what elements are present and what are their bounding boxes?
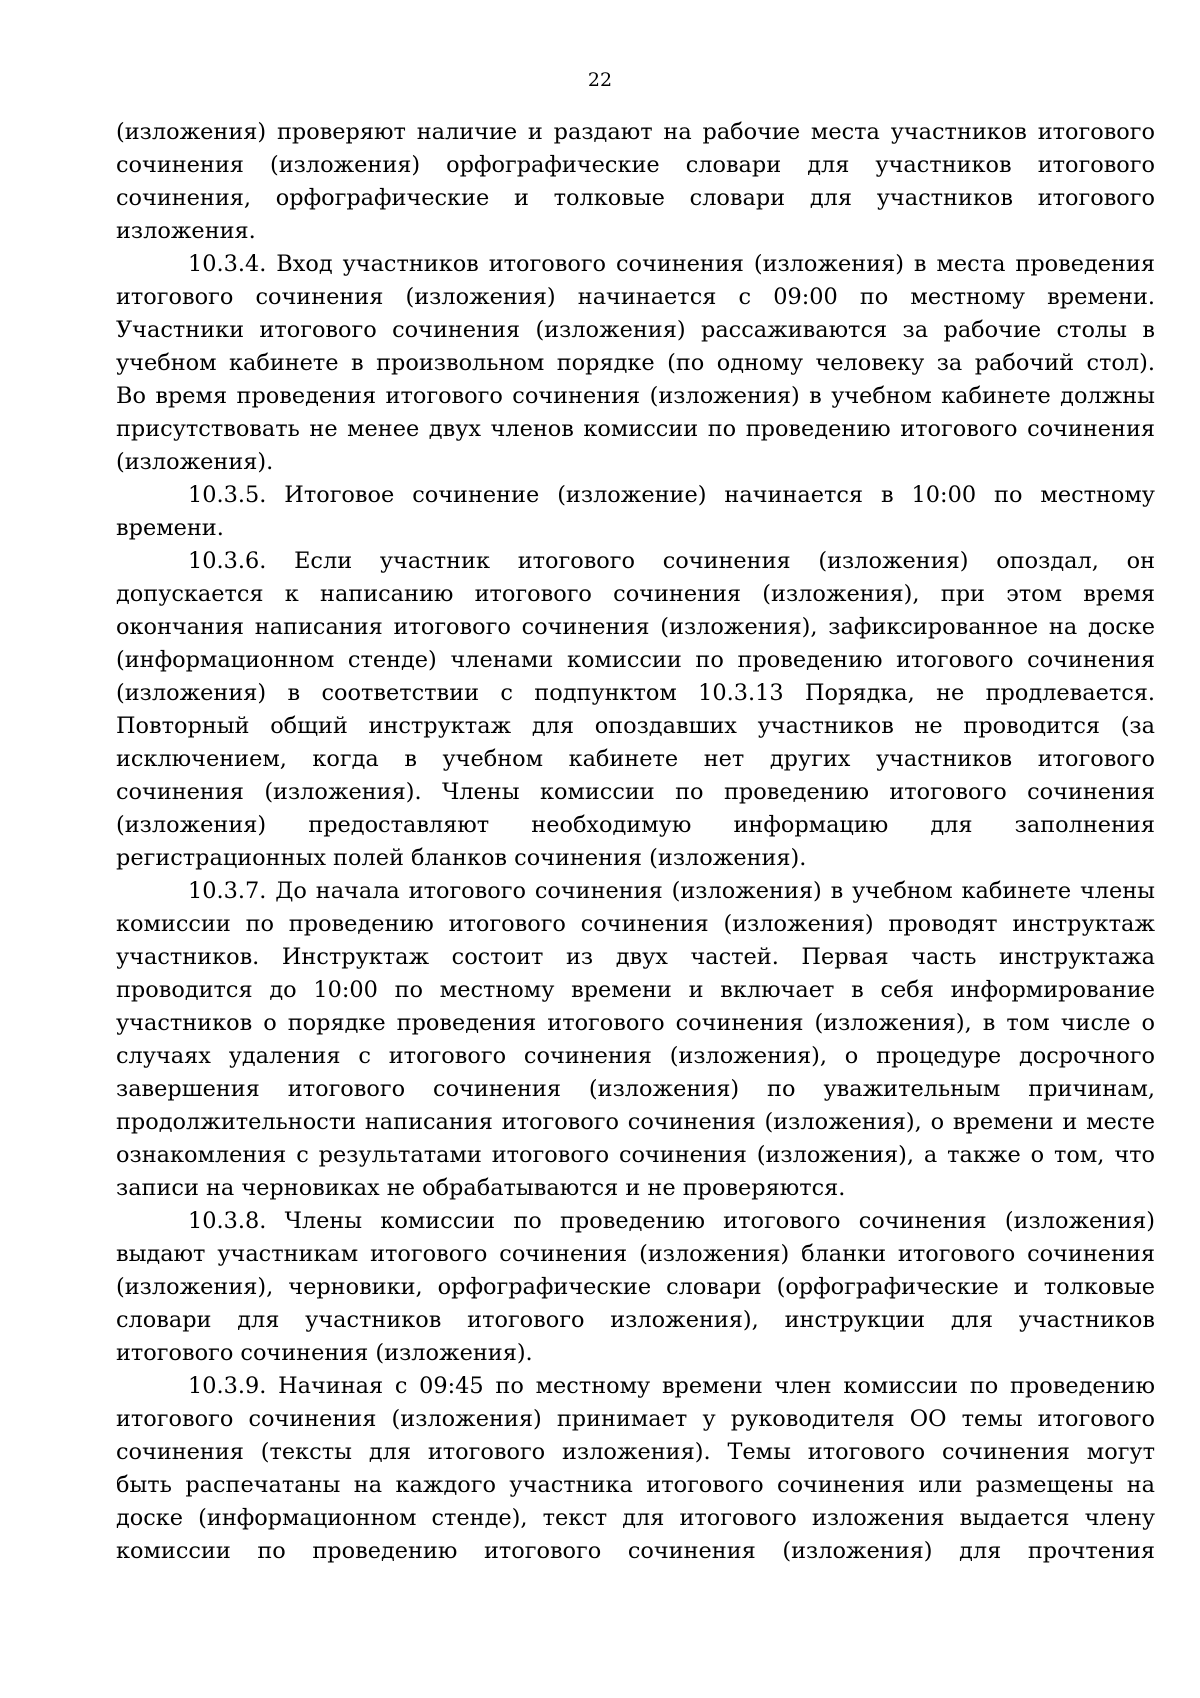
paragraph-line: сочинения (изложения) орфографические словари для участников итогового — [116, 152, 1155, 178]
paragraph — [116, 1205, 1155, 1370]
paragraph-line: проводится до 10:00 по местному времени и включает в себя информирование — [116, 977, 1155, 1003]
paragraph-line: окончания написания итогового сочинения (изложения), зафиксированное на доске — [116, 614, 1155, 640]
paragraph-line: быть распечатаны на каждого участника итогового сочинения или размещены на — [116, 1472, 1155, 1498]
paragraph-line: случаях удаления с итогового сочинения (изложения), о процедуре досрочного — [116, 1043, 1155, 1069]
paragraph-line: (изложения), черновики, орфографические словари (орфографические и толковые — [116, 1274, 1155, 1300]
paragraph-line: завершения итогового сочинения (изложения) по уважительным причинам, — [116, 1076, 1155, 1102]
paragraph-line: регистрационных полей бланков сочинения (изложения). — [116, 845, 807, 871]
paragraph-line: сочинения (тексты для итогового изложения). Темы итогового сочинения могут — [116, 1439, 1155, 1465]
paragraph-line: ознакомления с результатами итогового сочинения (изложения), а также о том, что — [116, 1142, 1155, 1168]
paragraph — [116, 116, 1155, 248]
paragraph-line: итогового сочинения (изложения) начинается с 09:00 по местному времени. — [116, 284, 1155, 310]
paragraph-line: Участники итогового сочинения (изложения) рассаживаются за рабочие столы в — [116, 317, 1155, 343]
paragraph-line: словари для участников итогового изложения), инструкции для участников — [116, 1307, 1155, 1333]
paragraph-line: (изложения) проверяют наличие и раздают на рабочие места участников итогового — [116, 119, 1155, 145]
paragraph-line: 10.3.6. Если участник итогового сочинения (изложения) опоздал, он — [188, 548, 1155, 574]
paragraph-line: сочинения, орфографические и толковые словари для участников итогового — [116, 185, 1155, 211]
paragraph-line: продолжительности написания итогового сочинения (изложения), о времени и месте — [116, 1109, 1155, 1135]
paragraph-line: участников. Инструктаж состоит из двух частей. Первая часть инструктажа — [116, 944, 1155, 970]
paragraph-line: (изложения) предоставляют необходимую информацию для заполнения — [116, 812, 1155, 838]
paragraph-line: сочинения (изложения). Члены комиссии по проведению итогового сочинения — [116, 779, 1155, 805]
document-body — [116, 116, 1155, 1568]
paragraph-line: доске (информационном стенде), текст для итогового изложения выдается члену — [116, 1505, 1155, 1531]
paragraph-line: 10.3.5. Итоговое сочинение (изложение) начинается в 10:00 по местному — [188, 482, 1155, 508]
paragraph-line: (изложения) в соответствии с подпунктом 10.3.13 Порядка, не продлевается. — [116, 680, 1155, 706]
paragraph-line: итогового сочинения (изложения) принимает у руководителя ОО темы итогового — [116, 1406, 1155, 1432]
paragraph-line: итогового сочинения (изложения). — [116, 1340, 533, 1366]
paragraph-line: 10.3.7. До начала итогового сочинения (изложения) в учебном кабинете члены — [188, 878, 1155, 904]
paragraph-line: 10.3.4. Вход участников итогового сочинения (изложения) в места проведения — [188, 251, 1155, 277]
paragraph-line: 10.3.9. Начиная с 09:45 по местному времени член комиссии по проведению — [188, 1373, 1155, 1399]
paragraph-line: (информационном стенде) членами комиссии по проведению итогового сочинения — [116, 647, 1155, 673]
paragraph-line: участников о порядке проведения итогового сочинения (изложения), в том числе о — [116, 1010, 1155, 1036]
paragraph-line: изложения. — [116, 218, 256, 244]
paragraph-line: выдают участникам итогового сочинения (изложения) бланки итогового сочинения — [116, 1241, 1155, 1267]
paragraph-line: Во время проведения итогового сочинения (изложения) в учебном кабинете должны — [116, 383, 1155, 409]
paragraph-line: присутствовать не менее двух членов комиссии по проведению итогового сочинения — [116, 416, 1155, 442]
paragraph — [116, 479, 1155, 545]
paragraph-line: времени. — [116, 515, 224, 541]
paragraph-line: допускается к написанию итогового сочинения (изложения), при этом время — [116, 581, 1155, 607]
paragraph-line: Повторный общий инструктаж для опоздавших участников не проводится (за — [116, 713, 1155, 739]
paragraph-line: записи на черновиках не обрабатываются и не проверяются. — [116, 1175, 846, 1201]
paragraph-line: (изложения). — [116, 449, 274, 475]
paragraph — [116, 1370, 1155, 1568]
paragraph-line: учебном кабинете в произвольном порядке (по одному человеку за рабочий стол). — [116, 350, 1155, 376]
paragraph-line: исключением, когда в учебном кабинете нет других участников итогового — [116, 746, 1155, 772]
paragraph-line: комиссии по проведению итогового сочинения (изложения) для прочтения — [116, 1538, 1155, 1564]
paragraph-line: комиссии по проведению итогового сочинения (изложения) проводят инструктаж — [116, 911, 1155, 937]
paragraph — [116, 545, 1155, 875]
paragraph-line: 10.3.8. Члены комиссии по проведению итогового сочинения (изложения) — [188, 1208, 1155, 1234]
paragraph — [116, 875, 1155, 1205]
paragraph — [116, 248, 1155, 479]
page-number: 22 — [587, 69, 613, 91]
